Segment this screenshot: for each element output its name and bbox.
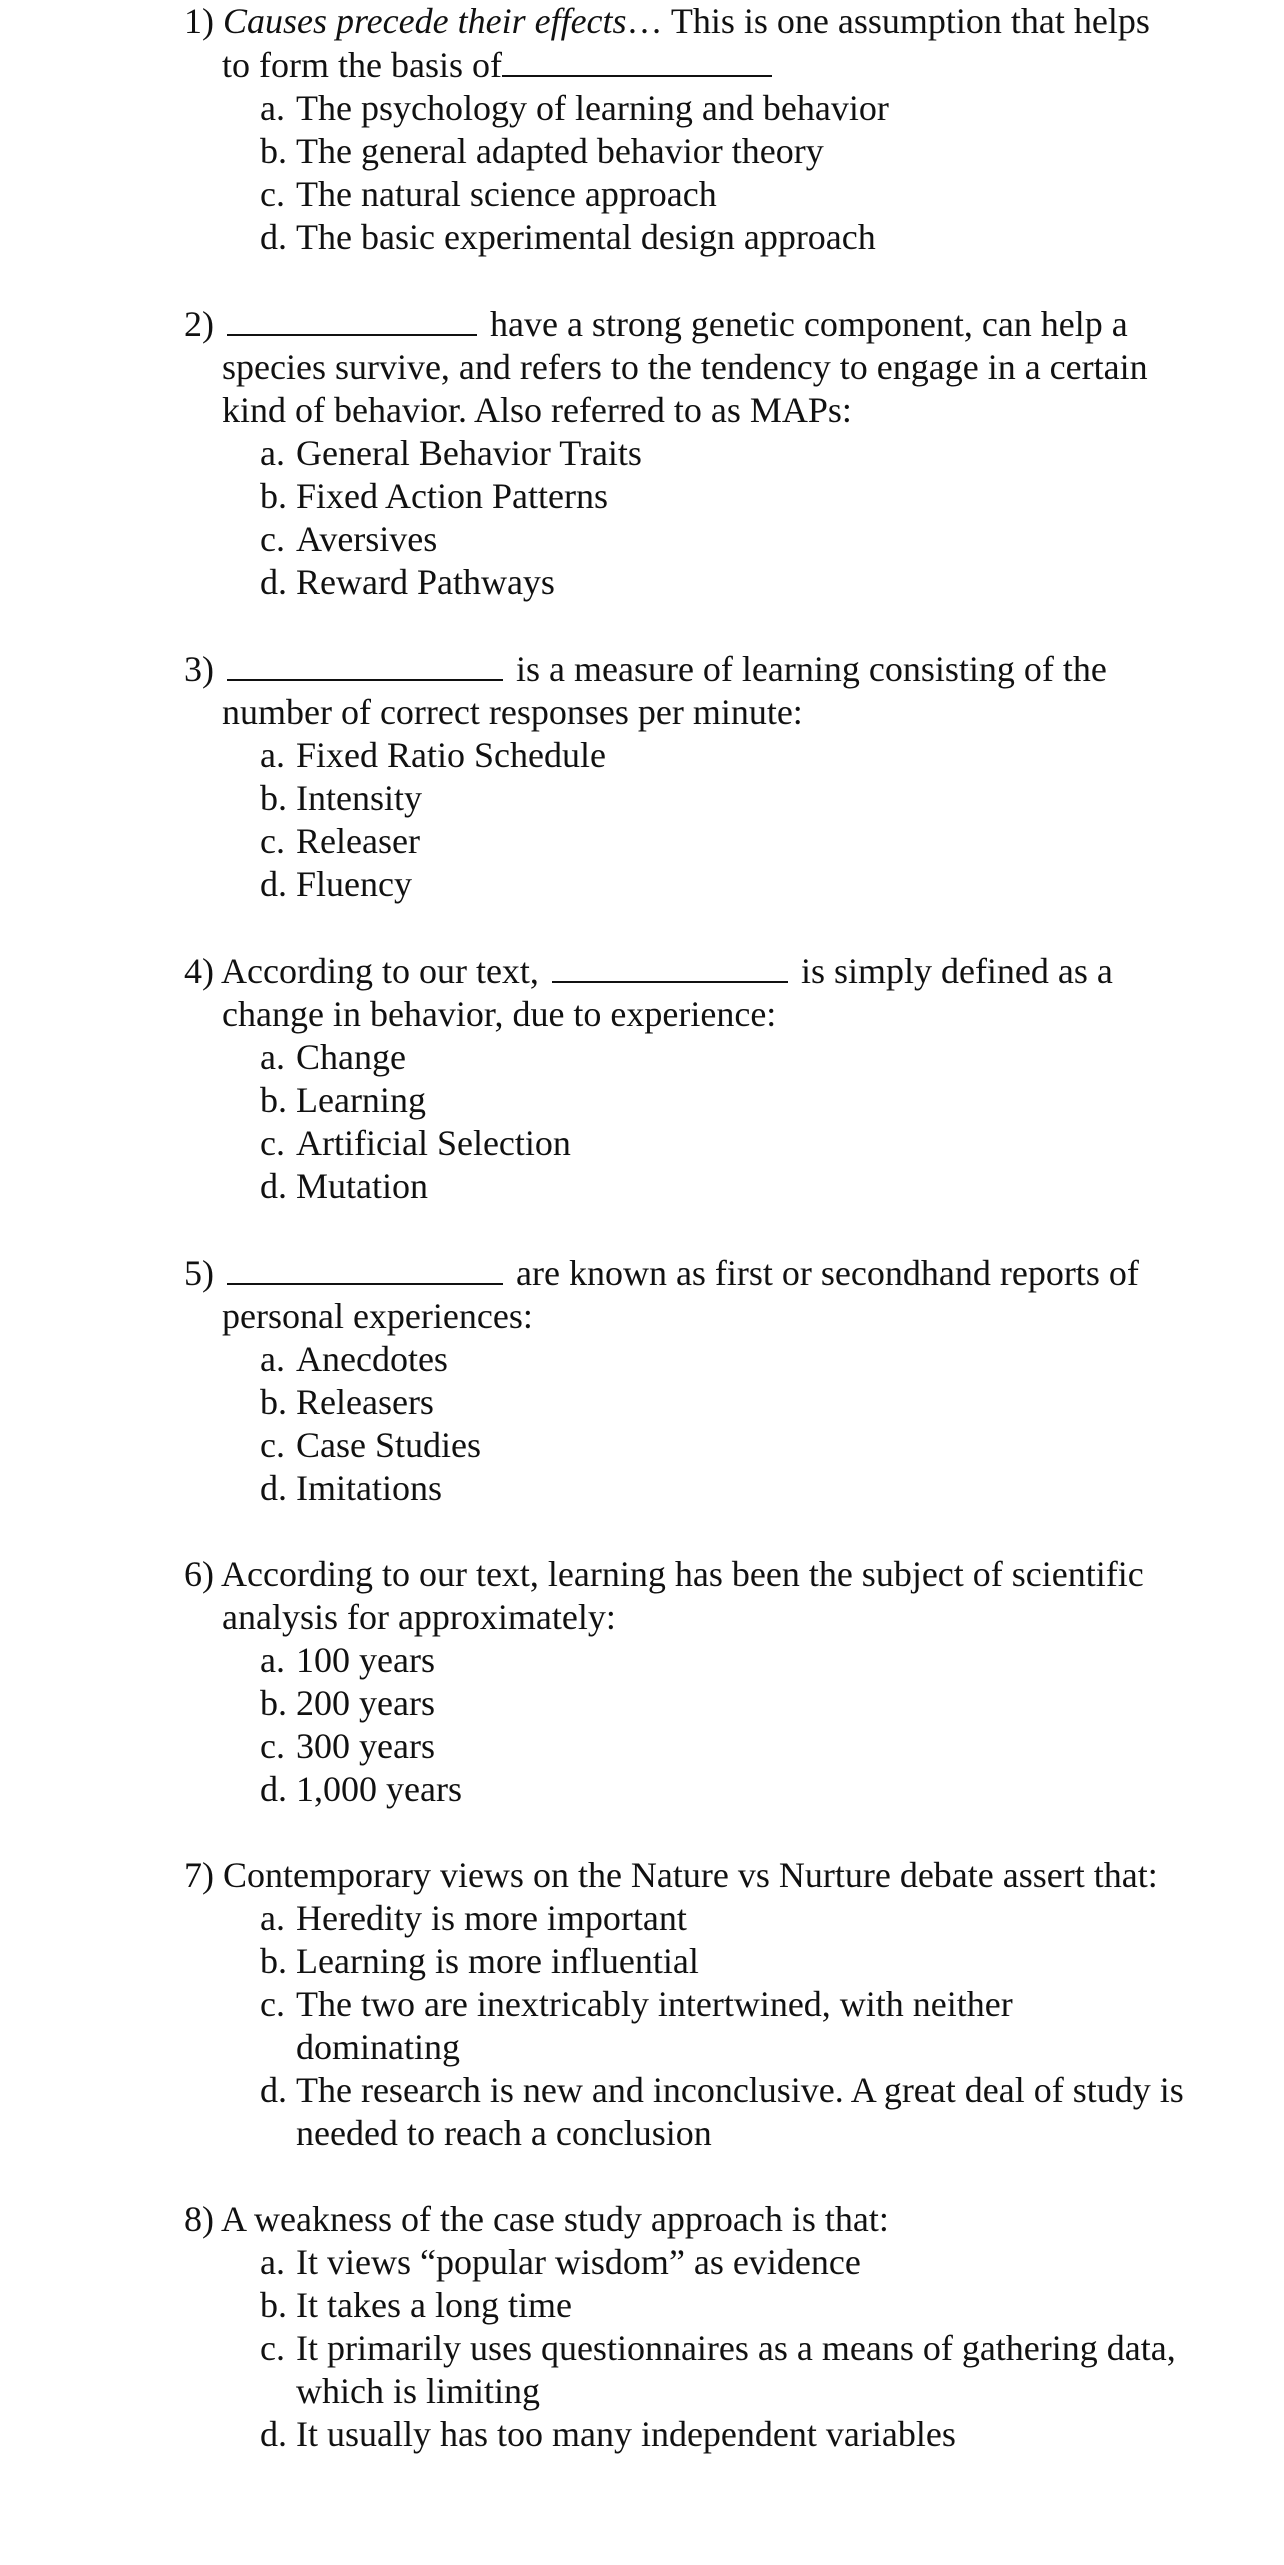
question-stem [184,1854,1184,1897]
question-number: 5) [184,1253,214,1293]
question-stem [184,302,1184,432]
question-8 [184,2198,1184,2456]
answer-blank [552,949,788,983]
question-number: 2) [184,304,214,344]
option-a: a. It views “popular wisdom” as evidence [260,2242,861,2282]
question-stem-text: are known as first or secondhand reports of personal experiences: [222,1253,1139,1336]
question-1 [184,0,1184,259]
option-b: b. Releasers [260,1382,434,1422]
question-stem-text: … This is one assumption that helps to form the basis of [222,1,1150,85]
option-a: a. General Behavior Traits [260,433,642,473]
option-b: b. 200 years [260,1683,435,1723]
option-a: a. Change [260,1037,406,1077]
option-d: d. It usually has too many independent variables [260,2414,956,2454]
question-stem-lead: According to our text, [221,951,539,991]
question-stem [184,647,1184,734]
option-list [184,87,1184,259]
option-c: c. Aversives [260,519,438,559]
option-c: c. Artificial Selection [260,1123,571,1163]
answer-blank [227,1251,503,1285]
option-d: d. The basic experimental design approach [260,217,876,257]
question-5 [184,1251,1184,1510]
option-d: d. Reward Pathways [260,562,555,602]
option-c: c. Case Studies [260,1425,481,1465]
option-b: b. Fixed Action Patterns [260,476,608,516]
option-b: b. Learning [260,1080,426,1120]
option-c: c. 300 years [260,1726,435,1766]
option-list [184,432,1184,604]
option-c: c. It primarily uses questionnaires as a means of gathering data, which is limiting [260,2328,1176,2411]
question-7 [184,1854,1184,2155]
option-c: c. The two are inextricably intertwined, with neither dominating [260,1984,1013,2067]
question-number: 8) [184,2199,214,2239]
option-c: c. Releaser [260,821,420,861]
option-list [184,1036,1184,1208]
option-d: d. Imitations [260,1468,442,1508]
quiz-document [184,0,1184,2499]
answer-blank [227,647,503,681]
question-number: 3) [184,649,214,689]
question-stem [184,949,1184,1036]
question-stem-text: is simply defined as a change in behavior, due to experience: [222,951,1113,1034]
option-a: a. The psychology of learning and behavior [260,88,889,128]
question-stem [184,2198,1184,2241]
option-list [184,1639,1184,1811]
question-stem-text: A weakness of the case study approach is that: [221,2199,889,2239]
question-4 [184,949,1184,1208]
question-stem-text: According to our text, learning has been the subject of scientific analysis for approximately: [221,1554,1144,1637]
option-b: b. Intensity [260,778,422,818]
question-3 [184,647,1184,906]
option-d: d. Mutation [260,1166,428,1206]
option-list [184,734,1184,906]
question-stem [184,0,1184,87]
question-number: 1) [184,1,214,41]
option-b: b. The general adapted behavior theory [260,131,824,171]
question-stem-italic: Causes precede their effects [223,1,627,41]
question-number: 4) [184,951,214,991]
option-d: d. 1,000 years [260,1769,462,1809]
option-b: b. Learning is more influential [260,1941,699,1981]
answer-blank [227,302,477,336]
option-c: c. The natural science approach [260,174,717,214]
question-number: 6) [184,1554,214,1594]
question-2 [184,302,1184,604]
question-stem-text: is a measure of learning consisting of the number of correct responses per minute: [222,649,1107,732]
option-a: a. Heredity is more important [260,1898,687,1938]
option-a: a. Fixed Ratio Schedule [260,735,606,775]
question-stem [184,1553,1184,1639]
answer-blank [502,43,772,77]
question-stem-text: Contemporary views on the Nature vs Nurture debate assert that: [223,1855,1158,1895]
option-d: d. Fluency [260,864,412,904]
option-d: d. The research is new and inconclusive. A great deal of study is needed to reach a conclusion [260,2070,1184,2153]
option-list [184,1338,1184,1510]
option-list [184,2241,1184,2456]
option-a: a. Anecdotes [260,1339,448,1379]
option-b: b. It takes a long time [260,2285,572,2325]
option-list [184,1897,1184,2155]
question-number: 7) [184,1855,214,1895]
question-stem-text: have a strong genetic component, can help a species survive, and refers to the tendency to engage in a certain kind of behavior. Also referred to as MAPs: [222,304,1148,430]
option-a: a. 100 years [260,1640,435,1680]
question-stem [184,1251,1184,1338]
question-6 [184,1553,1184,1811]
